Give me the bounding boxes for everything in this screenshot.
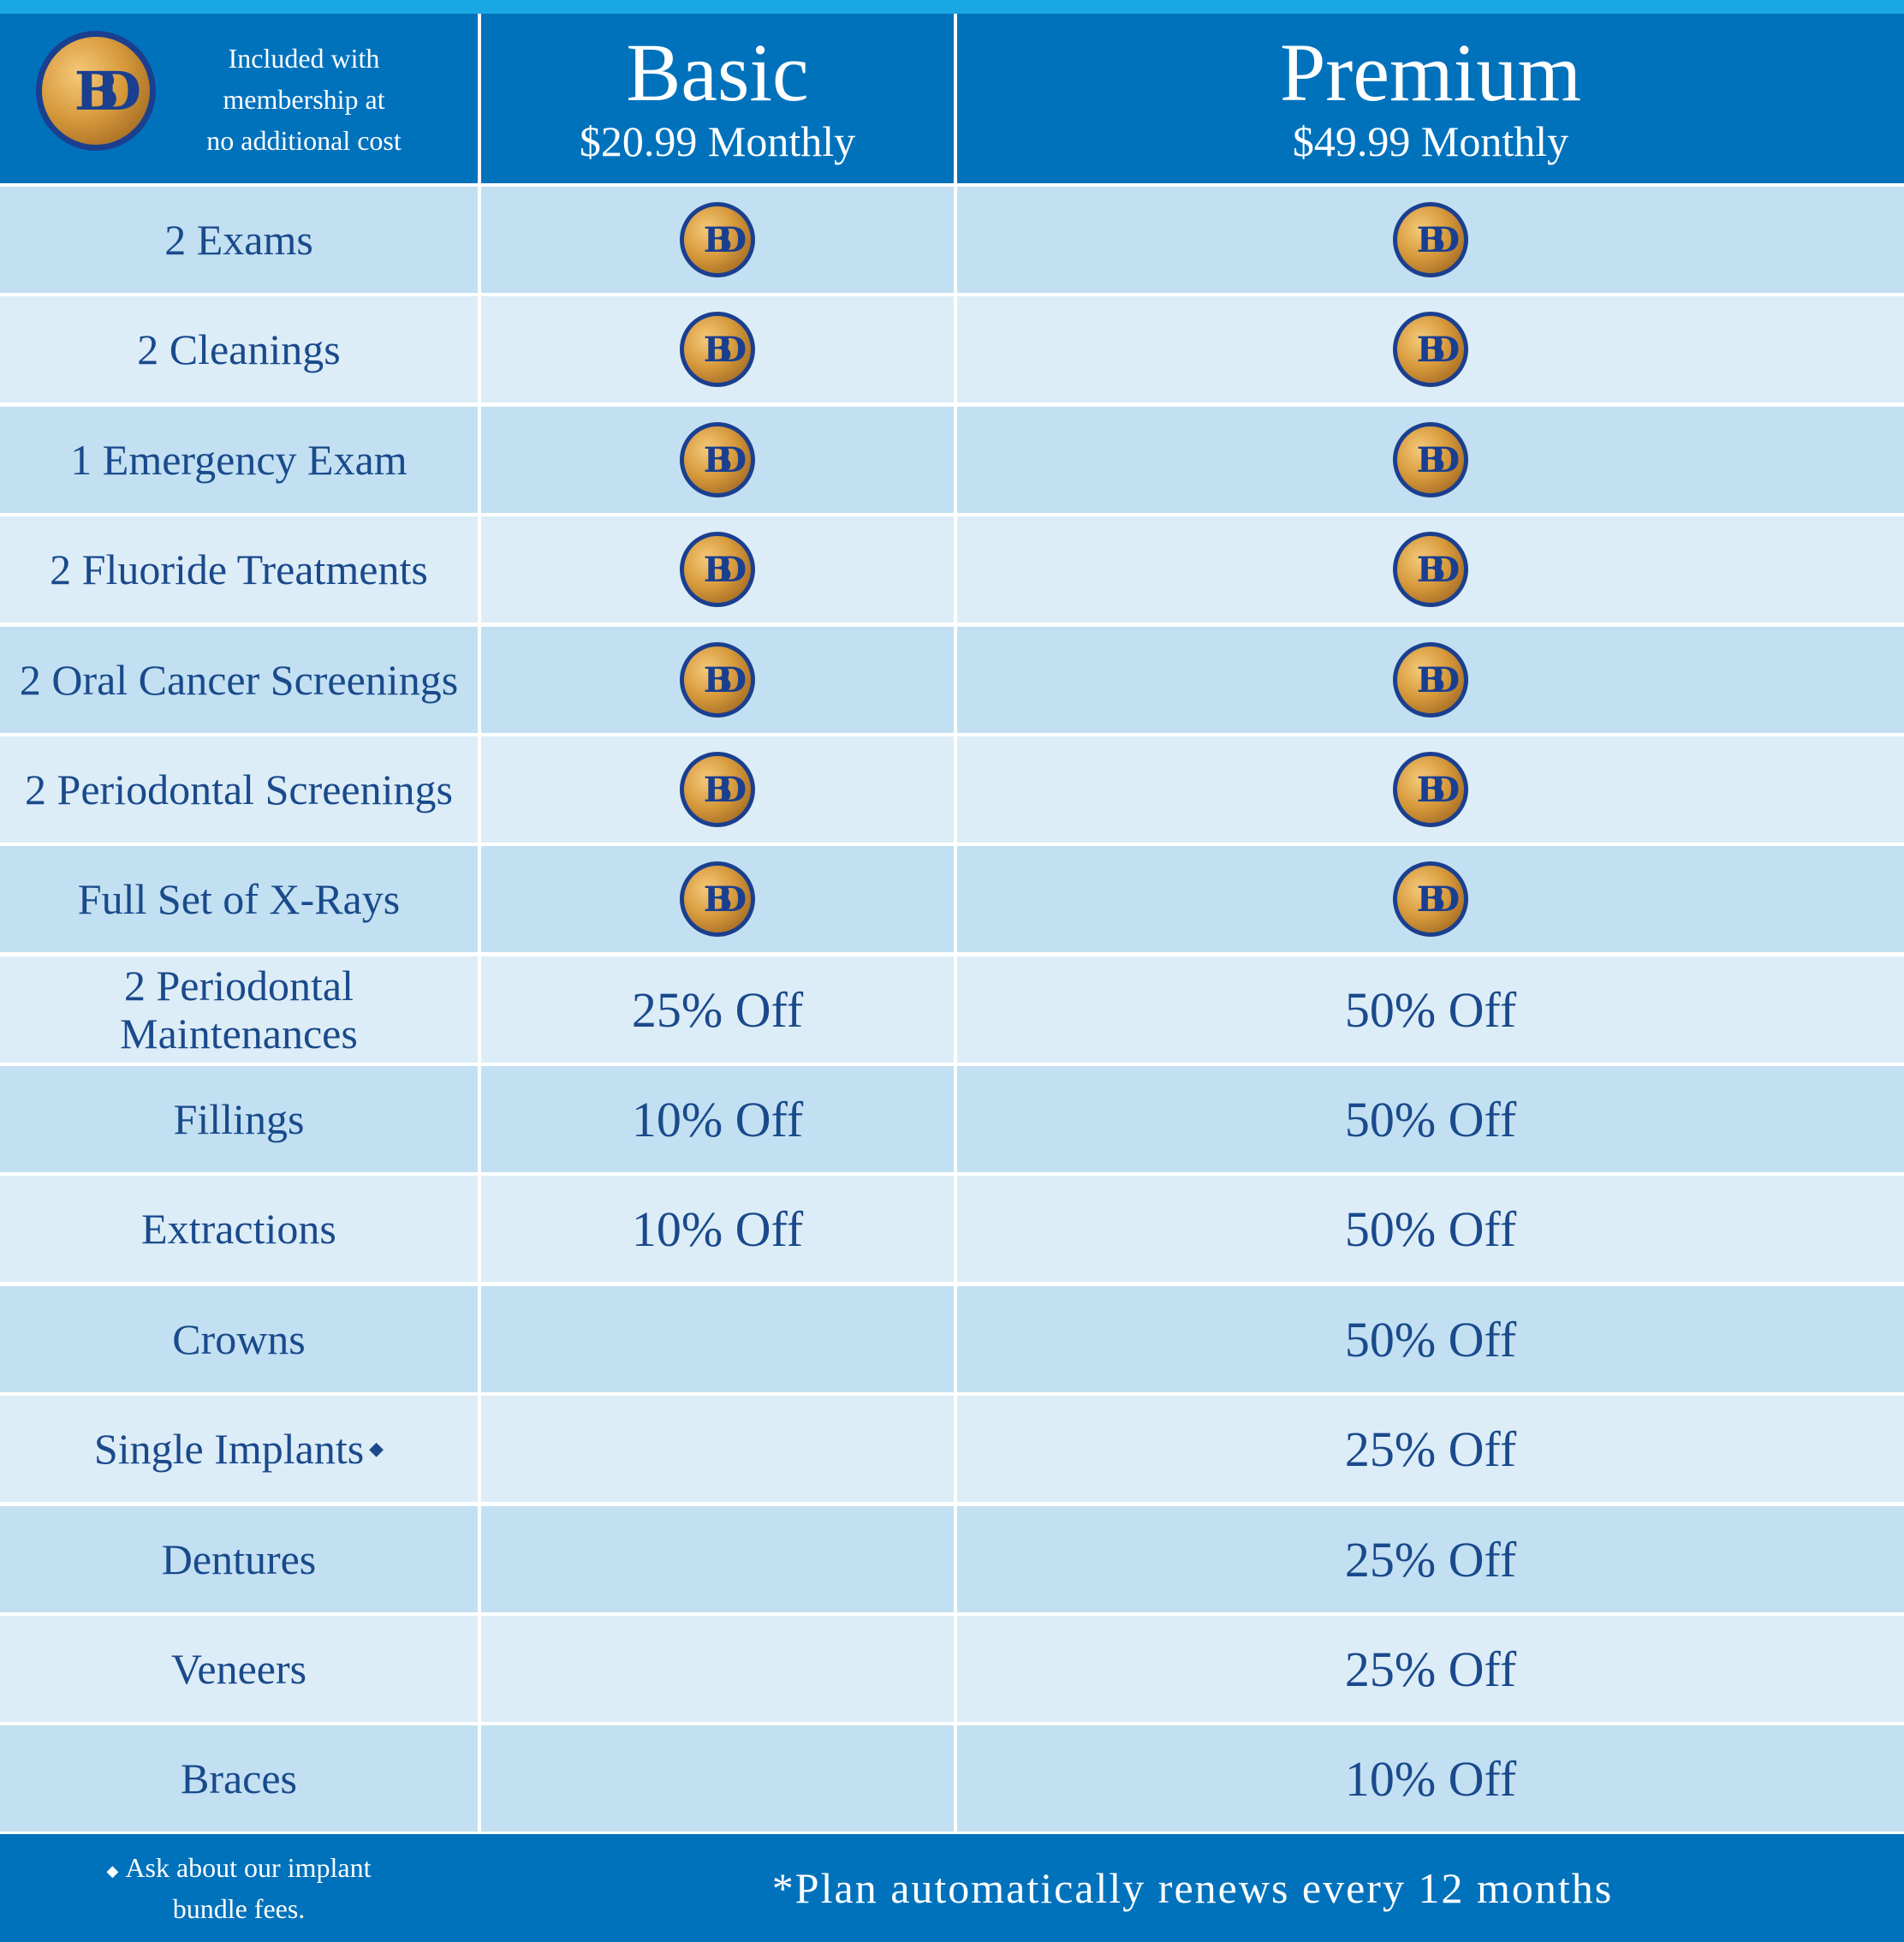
plan-price: $49.99 Monthly (1292, 117, 1569, 165)
bd-logo-coin-icon (1393, 422, 1468, 497)
basic-value-cell (481, 956, 954, 1063)
bd-logo-coin-icon (680, 422, 755, 497)
premium-value-cell (957, 627, 1904, 733)
header-note-line: Included with (228, 43, 380, 74)
bd-logo-coin-icon (1393, 861, 1468, 937)
discount-value: 25% Off (631, 981, 804, 1038)
bd-logo-coin-icon (1393, 202, 1468, 277)
header-note (171, 38, 437, 161)
premium-value-cell (957, 516, 1904, 623)
premium-value-cell (957, 407, 1904, 513)
renewal-note: *Plan automatically renews every 12 months (481, 1834, 1904, 1942)
premium-value-cell (957, 1176, 1904, 1282)
plan-name: Premium (1280, 27, 1581, 118)
footer-note-line: bundle fees. (172, 1892, 306, 1924)
premium-value-cell (957, 1066, 1904, 1172)
basic-value-cell (481, 1066, 954, 1172)
coin-monogram: BD (703, 769, 732, 810)
coin-monogram: BD (703, 549, 732, 590)
premium-value-cell (957, 1725, 1904, 1832)
basic-value-cell (481, 407, 954, 513)
plan-name: Basic (626, 27, 809, 118)
feature-cell (0, 1066, 478, 1172)
basic-value-cell (481, 736, 954, 843)
feature-label: Dentures (161, 1535, 317, 1583)
header-note-line: no additional cost (206, 125, 402, 156)
premium-value-cell (957, 1616, 1904, 1722)
feature-label: Extractions (141, 1205, 336, 1253)
feature-cell (0, 407, 478, 513)
discount-value: 50% Off (1344, 1311, 1517, 1367)
feature-cell (0, 1286, 478, 1392)
feature-cell (0, 736, 478, 843)
bd-logo-coin-icon (1393, 312, 1468, 387)
bd-logo-icon: BD (36, 31, 156, 151)
basic-value-cell (481, 1176, 954, 1282)
feature-label: Crowns (172, 1315, 306, 1363)
feature-cell (0, 627, 478, 733)
discount-value: 50% Off (1344, 981, 1517, 1038)
coin-monogram: BD (1416, 879, 1445, 920)
footer-implant-note (0, 1834, 478, 1942)
feature-label: Single Implants (93, 1425, 365, 1473)
bd-logo-coin-icon (1393, 752, 1468, 827)
discount-value: 50% Off (1344, 1200, 1517, 1257)
feature-cell (0, 187, 478, 293)
plan-header-premium (957, 14, 1904, 183)
coin-monogram: BD (703, 879, 732, 920)
discount-value: 50% Off (1344, 1091, 1517, 1147)
feature-cell (0, 846, 478, 952)
basic-value-cell (481, 1396, 954, 1502)
header-note-line: membership at (223, 84, 385, 115)
basic-value-cell (481, 1286, 954, 1392)
feature-cell (0, 1725, 478, 1832)
diamond-icon: ◆ (369, 1438, 384, 1459)
plan-header-basic (481, 14, 954, 183)
coin-monogram: BD (703, 439, 732, 480)
bd-logo-coin-icon (680, 532, 755, 607)
basic-value-cell (481, 516, 954, 623)
coin-monogram: BD (703, 659, 732, 700)
header-logo-cell (0, 14, 478, 183)
diamond-icon: ◆ (106, 1862, 119, 1879)
plan-price: $20.99 Monthly (579, 117, 856, 165)
bd-logo-coin-icon (1393, 642, 1468, 718)
premium-value-cell (957, 296, 1904, 402)
discount-value: 25% Off (1344, 1641, 1517, 1697)
discount-value: 10% Off (631, 1091, 804, 1147)
top-accent-line (0, 0, 1904, 14)
feature-label: Braces (180, 1754, 298, 1802)
feature-label: 2 Periodontal Screenings (25, 765, 453, 813)
feature-cell (0, 296, 478, 402)
premium-value-cell (957, 1286, 1904, 1392)
bd-logo-coin-icon (680, 202, 755, 277)
feature-cell (0, 1506, 478, 1612)
coin-monogram: BD (1416, 219, 1445, 260)
basic-value-cell (481, 846, 954, 952)
discount-value: 25% Off (1344, 1421, 1517, 1477)
coin-monogram: BD (1416, 549, 1445, 590)
feature-label: 2 Oral Cancer Screenings (19, 656, 459, 704)
feature-label: Full Set of X-Rays (77, 875, 401, 923)
basic-value-cell (481, 1506, 954, 1612)
premium-value-cell (957, 187, 1904, 293)
coin-monogram: BD (703, 329, 732, 370)
feature-cell (0, 1396, 478, 1502)
coin-monogram: BD (1416, 659, 1445, 700)
premium-value-cell (957, 956, 1904, 1063)
basic-value-cell (481, 187, 954, 293)
bd-logo-coin-icon (1393, 532, 1468, 607)
feature-label: 2 Cleanings (137, 325, 341, 373)
premium-value-cell (957, 846, 1904, 952)
bd-logo-coin-icon (680, 752, 755, 827)
coin-monogram: BD (703, 219, 732, 260)
bd-logo-coin-icon (680, 861, 755, 937)
basic-value-cell (481, 1725, 954, 1832)
premium-value-cell (957, 1396, 1904, 1502)
premium-value-cell (957, 736, 1904, 843)
coin-monogram: BD (1416, 769, 1445, 810)
feature-label: 2 Exams (164, 216, 313, 264)
discount-value: 10% Off (1344, 1750, 1517, 1807)
discount-value: 25% Off (1344, 1531, 1517, 1588)
coin-monogram: BD (1416, 439, 1445, 480)
feature-cell (0, 1176, 478, 1282)
premium-value-cell (957, 1506, 1904, 1612)
feature-label: 2 Periodontal Maintenances (120, 962, 358, 1057)
feature-label: Fillings (173, 1095, 305, 1143)
feature-label: Veneers (170, 1645, 307, 1693)
coin-monogram: BD (1416, 329, 1445, 370)
discount-value: 10% Off (631, 1200, 804, 1257)
footer-note-line: Ask about our implant (125, 1852, 372, 1884)
feature-cell (0, 1616, 478, 1722)
feature-cell (0, 516, 478, 623)
basic-value-cell (481, 1616, 954, 1722)
basic-value-cell (481, 296, 954, 402)
basic-value-cell (481, 627, 954, 733)
bd-logo-coin-icon (680, 642, 755, 718)
bd-logo-coin-icon (680, 312, 755, 387)
feature-cell (0, 956, 478, 1063)
feature-label: 1 Emergency Exam (70, 436, 408, 484)
feature-label: 2 Fluoride Treatments (50, 545, 428, 593)
